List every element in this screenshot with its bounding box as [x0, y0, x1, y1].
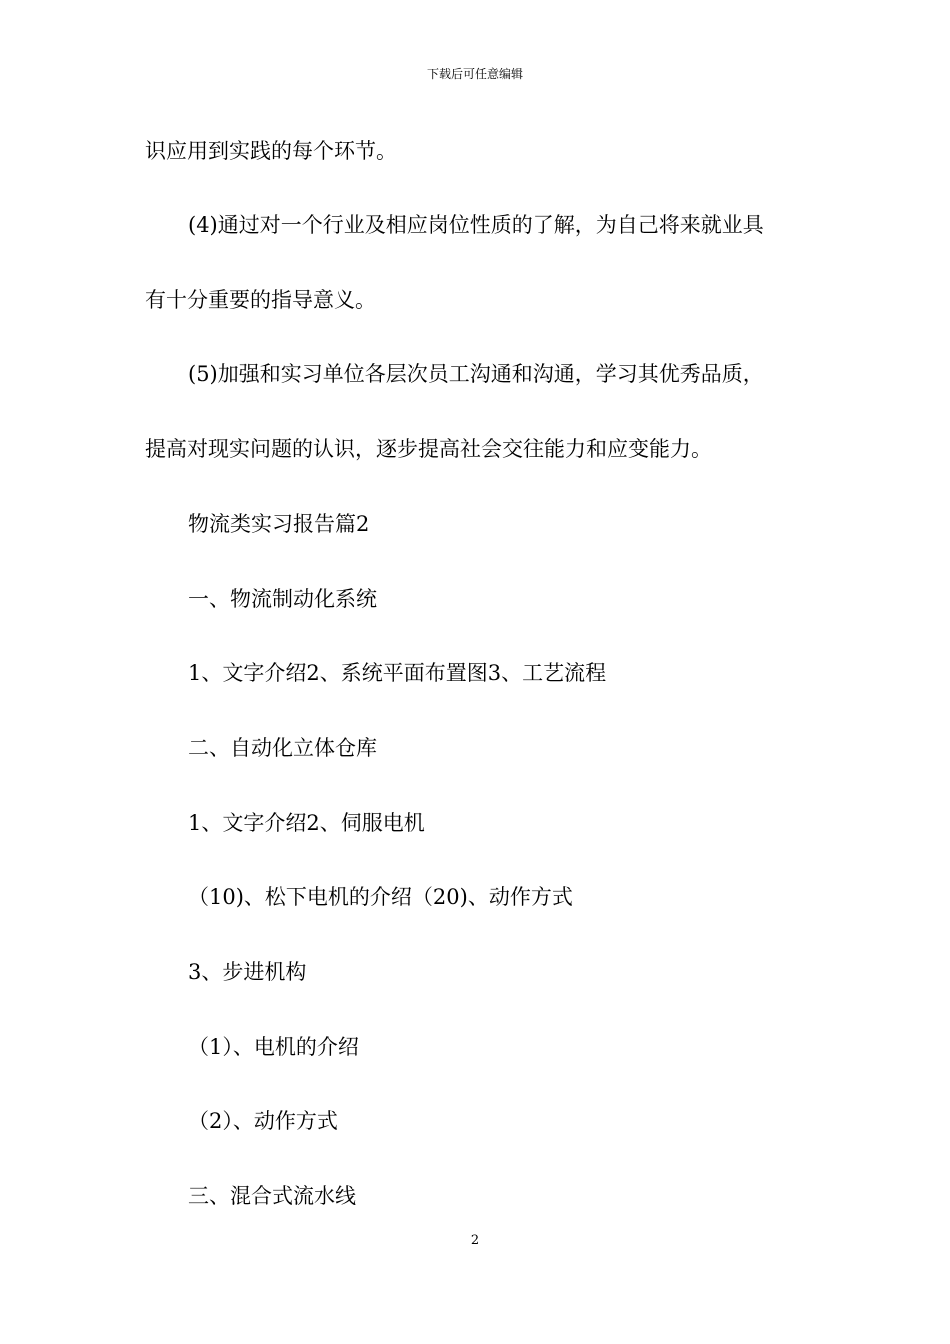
list-item: 1、文字介绍2、系统平面布置图3、工艺流程	[188, 661, 607, 685]
list-item: （2）、动作方式	[188, 1109, 338, 1133]
heading-2: 二、自动化立体仓库	[188, 736, 377, 760]
body-line-2: (4)通过对一个行业及相应岗位性质的了解，为自己将来就业具	[188, 213, 764, 237]
list-item: （1）、电机的介绍	[188, 1035, 359, 1059]
section-title: 物流类实习报告篇2	[188, 512, 370, 536]
heading-1: 一、物流制动化系统	[188, 587, 377, 611]
heading-3: 三、混合式流水线	[188, 1184, 356, 1208]
body-line-4: (5)加强和实习单位各层次员工沟通和沟通，学习其优秀品质，	[188, 362, 764, 386]
body-line-5: 提高对现实问题的认识，逐步提高社会交往能力和应变能力。	[145, 437, 712, 461]
body-line-3: 有十分重要的指导意义。	[145, 288, 376, 312]
list-item: 1、文字介绍2、伺服电机	[188, 811, 425, 835]
body-line-1: 识应用到实践的每个环节。	[145, 139, 397, 163]
list-item: 3、步进机构	[188, 960, 307, 984]
page-number: 2	[470, 1233, 480, 1248]
page-header: 下载后可任意编辑	[426, 67, 523, 81]
list-item: （10)、松下电机的介绍（20)、动作方式	[188, 885, 573, 909]
